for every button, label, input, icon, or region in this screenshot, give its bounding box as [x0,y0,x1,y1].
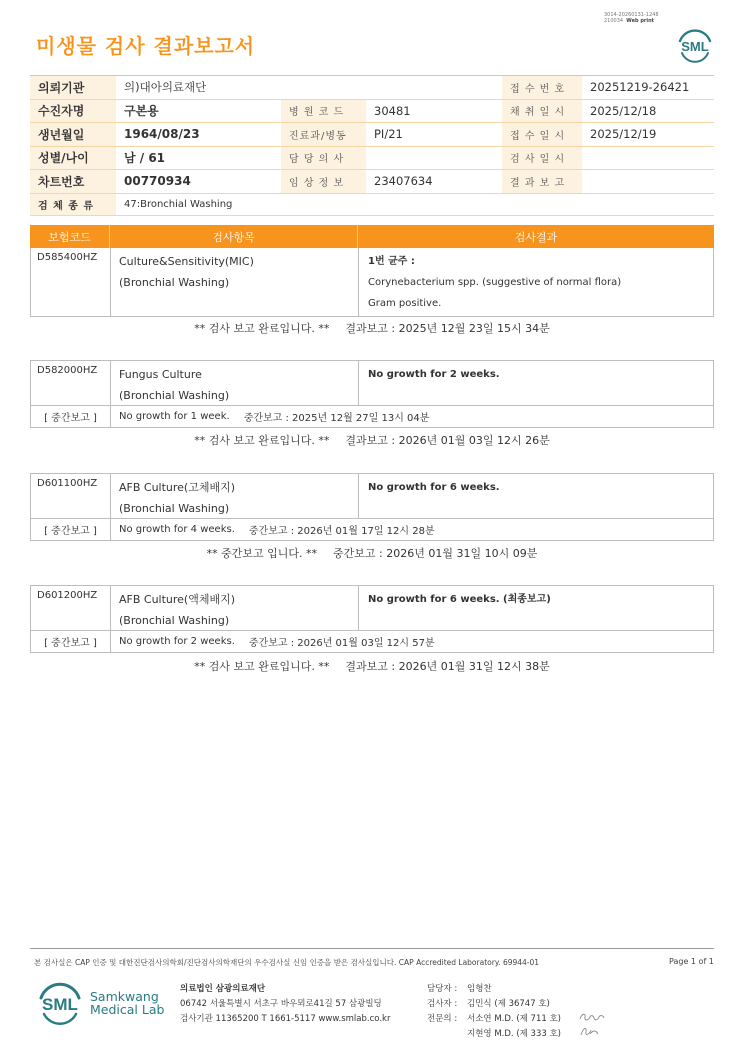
interim-row [31,631,713,652]
staff-row [427,982,561,997]
print-id [604,12,659,24]
info-value: 20251219-26421 [582,76,714,100]
institution-name: 의료법인 삼광의료재단 [180,984,266,994]
interim-text: No growth for 4 weeks. [119,524,235,535]
staff-role: 검사자 : [427,999,458,1009]
specimen-value: 47:Bronchial Washing [116,193,714,215]
info-value: 2025/12/19 [582,123,714,147]
logo-line1: Samkwang [90,989,159,1004]
interim-text: No growth for 1 week. [119,411,230,422]
footer-accreditation-note: 본 검사실은 CAP 인증 및 대한진단검사의학회/진단검사의학재단의 우수검사실 신임 인증을 받은 검사실입니다. CAP Accredited Laboratory. 69944-01 [34,958,540,967]
status-left: ** 검사 보고 완료입니다. ** [194,434,330,447]
result-code: D582000HZ [31,361,111,405]
institution-contact: 검사기관 11365200 T 1661-5117 www.smlab.co.kr [180,1014,391,1024]
result-item-line: (Bronchial Washing) [119,614,230,627]
info-row [30,170,714,194]
info-value: 2025/12/18 [582,99,714,123]
staff-name: 지현영 M.D. (제 333 호) [467,1029,562,1039]
info-row [30,123,714,147]
result-block [30,473,714,541]
staff-row [427,1012,561,1027]
interim-row [31,406,713,427]
staff-name: 서소연 M.D. (제 711 호) [467,1014,562,1024]
results-header [30,225,714,248]
staff-name: 임형찬 [467,984,492,994]
result-line: Corynebacterium spp. (suggestive of normal flora) [368,277,622,288]
interim-row [31,519,713,540]
info-label: 병 원 코 드 [281,99,366,123]
print-id-label: Web print [626,18,655,24]
result-row [31,474,713,519]
status-right: 결과보고 : 2025년 12월 23일 15시 34분 [345,322,550,335]
status-right: 결과보고 : 2026년 01월 03일 12시 26분 [345,434,550,447]
report-status [30,658,714,674]
staff-row [427,997,561,1012]
result-item-line: Fungus Culture [119,368,202,381]
result-block [30,585,714,653]
result-item-line: (Bronchial Washing) [119,389,230,402]
interim-content [111,519,713,540]
info-label: 접 수 번 호 [502,76,582,100]
info-value: 구본용 [116,99,281,123]
info-value: 의)대아의료재단 [116,76,502,100]
header-code: 보험코드 [30,225,110,248]
info-label: 성별/나이 [30,146,116,170]
result-line: No growth for 6 weeks. [368,482,500,493]
info-value [582,146,714,170]
header-result: 검사결과 [514,230,558,244]
result-line: No growth for 6 weeks. (최종보고) [368,594,551,605]
result-line: No growth for 2 weeks. [368,369,500,380]
report-status [30,320,714,336]
info-label: 의뢰기관 [30,76,116,100]
header-item: 검사항목 [110,225,358,248]
result-line: Gram positive. [368,298,442,309]
specimen-label: 검 체 종 류 [30,193,116,215]
signature-icon [578,1024,602,1038]
info-value: 23407634 [366,170,502,194]
print-id-line1: 3014-20260131-1248 [604,12,659,18]
interim-label: [ 중간보고 ] [31,519,111,540]
report-status [30,432,714,448]
result-line: 1번 균주 : [368,256,415,267]
result-code: D601200HZ [31,586,111,630]
sml-top-text: SML [681,39,709,54]
institution-info [180,982,390,1027]
signature-icon [578,1010,608,1024]
result-item [111,474,359,518]
result-item-line: AFB Culture(고체배지) [119,481,236,494]
print-id-code: 210034 [604,18,624,24]
staff-name: 김민식 (제 36747 호) [467,999,550,1009]
result-item [111,586,359,630]
staff-row [427,1027,561,1042]
result-row [31,248,713,316]
logo-wordmark [90,990,164,1016]
footer-divider [30,948,714,949]
status-right: 결과보고 : 2026년 01월 31일 12시 38분 [345,660,550,673]
sml-logo-icon [676,27,714,63]
info-value: 1964/08/23 [116,123,281,147]
patient-info-table [30,75,714,216]
staff-role: 전문의 : [427,1014,458,1024]
result-value [359,248,713,316]
result-row [31,586,713,631]
result-block [30,360,714,428]
result-row [31,361,713,406]
sml-logo-icon [36,980,84,1026]
status-left: ** 검사 보고 완료입니다. ** [194,660,330,673]
info-row [30,146,714,170]
info-row [30,76,714,100]
info-label: 생년월일 [30,123,116,147]
result-value [359,474,713,518]
info-row [30,99,714,123]
staff-list [427,982,561,1042]
interim-content [111,406,713,427]
info-label: 결 과 보 고 [502,170,582,194]
result-item-line: Culture&Sensitivity(MIC) [119,255,254,268]
result-value [359,361,713,405]
result-item [111,248,359,316]
info-label: 수진자명 [30,99,116,123]
info-value: 남 / 61 [116,146,281,170]
info-label: 접 수 일 시 [502,123,582,147]
info-label: 담 당 의 사 [281,146,366,170]
institution-address: 06742 서울특별시 서초구 바우뫼로41길 57 삼광빌딩 [180,999,382,1009]
info-label: 채 취 일 시 [502,99,582,123]
info-value [582,170,714,194]
info-label: 임 상 정 보 [281,170,366,194]
interim-label: [ 중간보고 ] [31,631,111,652]
interim-date: 중간보고 : 2025년 12월 27일 13시 04분 [243,413,430,424]
result-code: D585400HZ [31,248,111,316]
result-item-line: (Bronchial Washing) [119,502,230,515]
logo-line2: Medical Lab [90,1002,165,1017]
interim-date: 중간보고 : 2026년 01월 17일 12시 28분 [248,526,435,537]
interim-label: [ 중간보고 ] [31,406,111,427]
info-value: 00770934 [116,170,281,194]
status-left: ** 중간보고 입니다. ** [206,547,318,560]
info-value: 30481 [366,99,502,123]
interim-date: 중간보고 : 2026년 01월 03일 12시 57분 [248,638,435,649]
info-label: 차트번호 [30,170,116,194]
result-block [30,248,714,317]
staff-role: 담당자 : [427,984,458,994]
result-value [359,586,713,630]
result-item-line: AFB Culture(액체배지) [119,593,236,606]
info-label: 검 사 일 시 [502,146,582,170]
report-status [30,545,714,561]
report-title: 미생물 검사 결과보고서 [36,34,256,58]
interim-content [111,631,713,652]
sml-logo-text: SML [42,995,78,1014]
status-right: 중간보고 : 2026년 01월 31일 10시 09분 [333,547,538,560]
interim-text: No growth for 2 weeks. [119,636,235,647]
status-left: ** 검사 보고 완료입니다. ** [194,322,330,335]
samkwang-logo [36,980,164,1026]
info-value: PI/21 [366,123,502,147]
result-item [111,361,359,405]
staff-role [427,1027,467,1042]
info-value [366,146,502,170]
info-row [30,193,714,215]
info-label: 진료과/병동 [281,123,366,147]
result-item-line: (Bronchial Washing) [119,276,230,289]
result-code: D601100HZ [31,474,111,518]
page-number: Page 1 of 1 [669,957,714,966]
